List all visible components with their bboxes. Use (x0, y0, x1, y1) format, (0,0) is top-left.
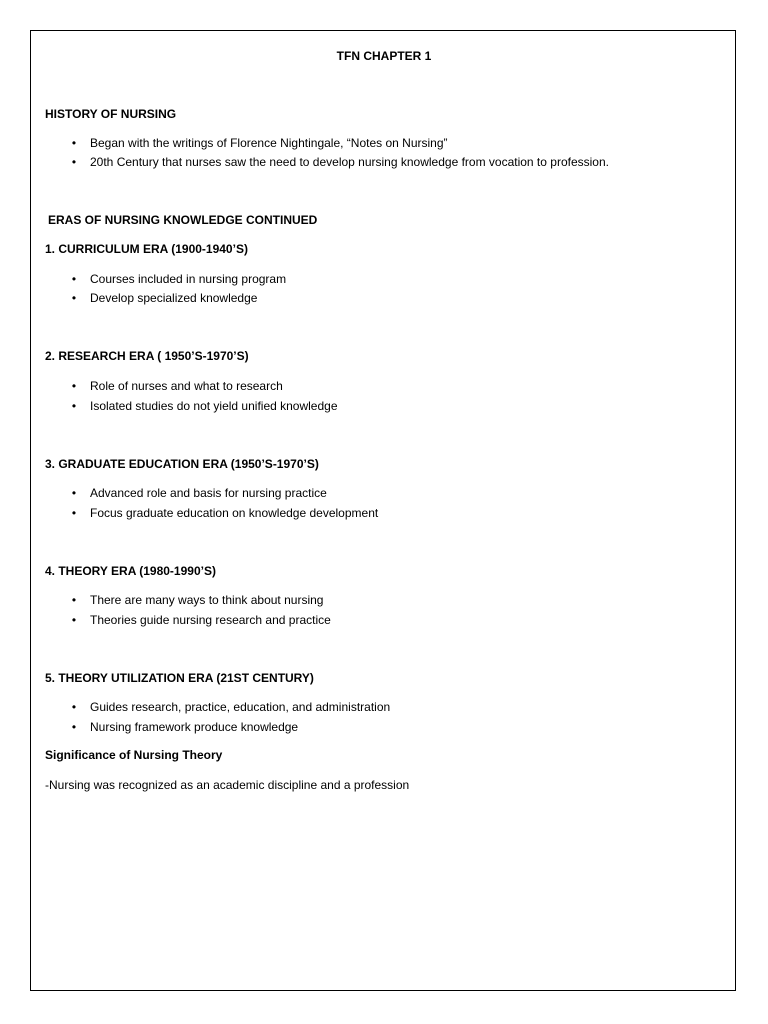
bullet-icon: • (71, 720, 77, 734)
bullet-icon: • (71, 272, 77, 286)
bullet-icon: • (71, 136, 77, 150)
era-heading-curriculum: 1. CURRICULUM ERA (1900-1940’S) (45, 242, 248, 256)
bullet-text: Advanced role and basis for nursing practice (90, 486, 327, 500)
bullet-text: Nursing framework produce knowledge (90, 720, 299, 734)
bullet-text: Role of nurses and what to research (90, 379, 283, 393)
eras-heading: ERAS OF NURSING KNOWLEDGE CONTINUED (48, 213, 318, 227)
significance-text: -Nursing was recognized as an academic discipline and a profession (45, 778, 410, 792)
bullet-icon: • (71, 399, 77, 413)
bullet-icon: • (71, 593, 77, 607)
bullet-text: There are many ways to think about nursing (90, 593, 324, 607)
bullet-icon: • (71, 700, 77, 714)
era-heading-research: 2. RESEARCH ERA ( 1950’S-1970’S) (45, 349, 249, 363)
bullet-text: Focus graduate education on knowledge development (90, 506, 379, 520)
era-heading-theory-utilization: 5. THEORY UTILIZATION ERA (21ST CENTURY) (45, 671, 314, 685)
bullet-text: Isolated studies do not yield unified knowledge (90, 399, 338, 413)
significance-heading: Significance of Nursing Theory (45, 748, 223, 762)
bullet-text: Theories guide nursing research and practice (90, 613, 331, 627)
bullet-text: Develop specialized knowledge (90, 291, 258, 305)
bullet-icon: • (71, 291, 77, 305)
bullet-icon: • (71, 506, 77, 520)
bullet-icon: • (71, 379, 77, 393)
bullet-icon: • (71, 155, 77, 169)
page-title: TFN CHAPTER 1 (336, 49, 432, 63)
bullet-icon: • (71, 613, 77, 627)
bullet-text: Guides research, practice, education, and administration (90, 700, 391, 714)
bullet-text: 20th Century that nurses saw the need to develop nursing knowledge from vocation to profession. (90, 155, 609, 169)
history-heading: HISTORY OF NURSING (45, 107, 177, 121)
bullet-text: Courses included in nursing program (90, 272, 287, 286)
era-heading-theory: 4. THEORY ERA (1980-1990’S) (45, 564, 216, 578)
bullet-text: Began with the writings of Florence Nightingale, “Notes on Nursing” (90, 136, 448, 150)
era-heading-graduate: 3. GRADUATE EDUCATION ERA (1950’S-1970’S) (45, 457, 319, 471)
bullet-icon: • (71, 486, 77, 500)
